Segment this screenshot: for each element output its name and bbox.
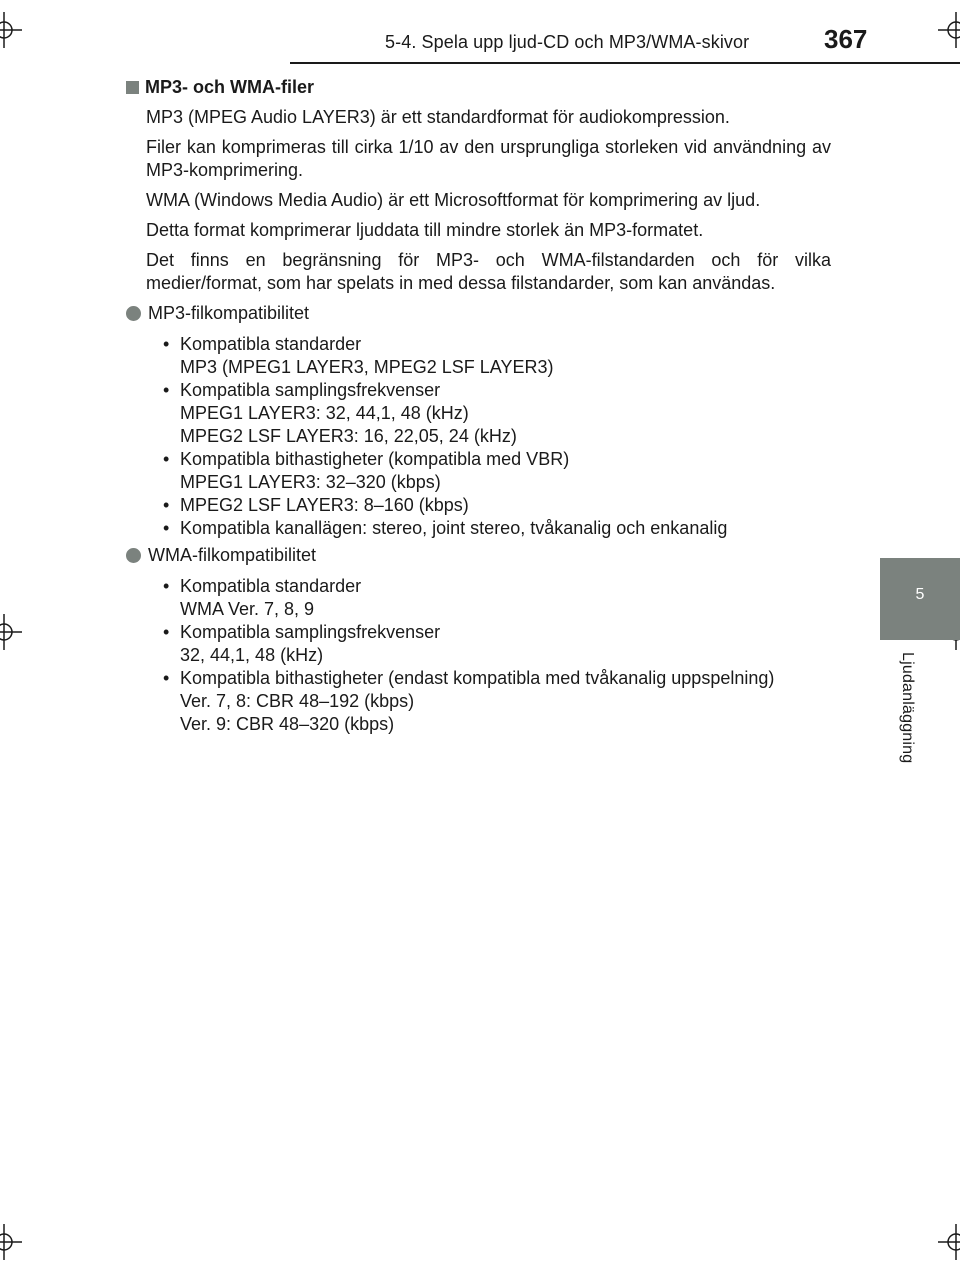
- wma-heading-text: WMA-filkompatibilitet: [148, 545, 317, 565]
- chapter-tab-number: 5: [915, 586, 925, 603]
- mp3-heading: [126, 302, 831, 325]
- chapter-tab: [880, 558, 960, 640]
- registration-mark-bottom-right-icon: [938, 1224, 960, 1260]
- section-heading: [126, 76, 831, 99]
- list-item: [163, 575, 831, 621]
- list-item: [163, 667, 831, 736]
- list-item-detail: MP3 (MPEG1 LAYER3, MPEG2 LSF LAYER3): [180, 357, 554, 377]
- circle-bullet-icon: [126, 548, 141, 563]
- list-item-title: • Kompatibla kanallägen: stereo, joint stereo, tvåkanalig och enkanalig: [180, 518, 728, 538]
- chapter-title: 5-4. Spela upp ljud-CD och MP3/WMA-skivor: [385, 32, 750, 52]
- registration-mark-top-right-icon: [938, 12, 960, 48]
- list-item-detail: MPEG1 LAYER3: 32, 44,1, 48 (kHz): [180, 403, 469, 423]
- list-item-detail: MPEG2 LSF LAYER3: 16, 22,05, 24 (kHz): [180, 426, 517, 446]
- list-item: [163, 494, 831, 517]
- list-item-detail: 32, 44,1, 48 (kHz): [180, 645, 324, 665]
- header-divider: [290, 62, 960, 64]
- mp3-list: [163, 333, 831, 540]
- page-content: [126, 76, 831, 740]
- mp3-heading-text: MP3-filkompatibilitet: [148, 303, 310, 323]
- registration-mark-mid-left-icon: [0, 614, 22, 650]
- list-item-detail: WMA Ver. 7, 8, 9: [180, 599, 315, 619]
- list-item-title: • Kompatibla samplingsfrekvenser: [180, 380, 441, 400]
- list-item-title: • Kompatibla samplingsfrekvenser: [180, 622, 441, 642]
- registration-mark-bottom-left-icon: [0, 1224, 22, 1260]
- list-item-detail: MPEG1 LAYER3: 32–320 (kbps): [180, 472, 441, 492]
- paragraph: MP3 (MPEG Audio LAYER3) är ett standardformat för audiokompression.: [146, 107, 730, 127]
- list-item-title: • Kompatibla bithastigheter (kompatibla med VBR): [180, 449, 570, 469]
- list-item: [163, 448, 831, 494]
- list-item: [163, 333, 831, 379]
- square-bullet-icon: [126, 81, 139, 94]
- circle-bullet-icon: [126, 306, 141, 321]
- list-item-detail: Ver. 7, 8: CBR 48–192 (kbps): [180, 691, 415, 711]
- list-item-title: • MPEG2 LSF LAYER3: 8–160 (kbps): [180, 495, 469, 515]
- page-number: 367: [824, 24, 868, 54]
- page-header: [0, 0, 880, 60]
- list-item-title: • Kompatibla standarder: [180, 334, 362, 354]
- paragraph: Detta format komprimerar ljuddata till mindre storlek än MP3-formatet.: [146, 220, 704, 240]
- list-item-title: • Kompatibla standarder: [180, 576, 362, 596]
- list-item-detail: Ver. 9: CBR 48–320 (kbps): [180, 714, 395, 734]
- paragraph: Det finns en begränsning för MP3- och WMA-filstandarden och för vilka medier/format, som har spelats in med dessa filstandarder, som kan användas.: [146, 250, 831, 293]
- wma-list: [163, 575, 831, 736]
- list-item: [163, 517, 831, 540]
- section-heading-text: MP3- och WMA-filer: [145, 77, 314, 97]
- list-item: [163, 621, 831, 667]
- list-item-title: • Kompatibla bithastigheter (endast kompatibla med tvåkanalig uppspelning): [180, 668, 775, 688]
- paragraph: WMA (Windows Media Audio) är ett Microsoftformat för komprimering av ljud.: [146, 190, 761, 210]
- chapter-tab-label: Ljudanläggning: [899, 652, 916, 764]
- list-item: [163, 379, 831, 448]
- paragraph: Filer kan komprimeras till cirka 1/10 av den ursprungliga storleken vid användning av MP3-komprimering.: [146, 137, 831, 180]
- wma-heading: [126, 544, 831, 567]
